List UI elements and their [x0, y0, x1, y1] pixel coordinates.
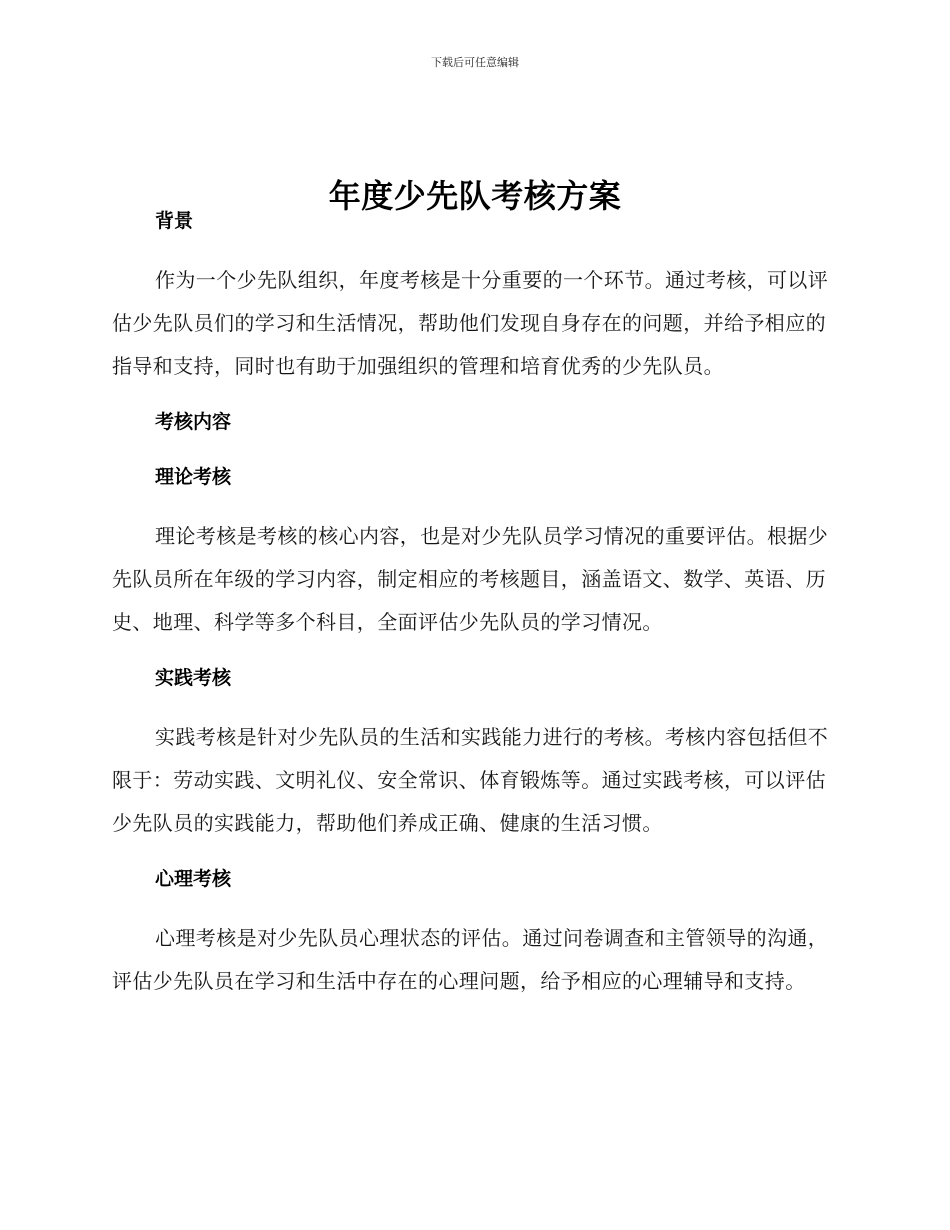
header-note: 下载后可任意编辑: [431, 56, 519, 69]
document-body: [112, 204, 838, 1003]
spacer: [112, 695, 838, 716]
paragraph-practice: 实践考核是针对少先队员的生活和实践能力进行的考核。考核内容包括但不限于：劳动实践、文明礼仪、安全常识、体育锻炼等。通过实践考核，可以评估少先队员的实践能力，帮助他们养成正确、健康的生活习惯。: [112, 725, 829, 835]
spacer: [112, 644, 838, 661]
section-heading-psychology: 心理考核: [155, 868, 232, 890]
section-heading-practice: 实践考核: [155, 667, 232, 689]
spacer: [112, 494, 838, 515]
spacer: [112, 388, 838, 405]
spacer: [112, 896, 838, 917]
section-heading-theory: 理论考核: [155, 466, 232, 488]
paragraph-psychology: 心理考核是对少先队员心理状态的评估。通过问卷调查和主管领导的沟通，评估少先队员在学习和生活中存在的心理问题，给予相应的心理辅导和支持。: [112, 926, 829, 993]
spacer: [112, 439, 838, 460]
spacer: [112, 238, 838, 259]
document-title: 年度少先队考核方案: [328, 177, 622, 216]
paragraph-background: 作为一个少先队组织，年度考核是十分重要的一个环节。通过考核，可以评估少先队员们的学习和生活情况，帮助他们发现自身存在的问题，并给予相应的指导和支持，同时也有助于加强组织的管理和培育优秀的少先队员。: [112, 268, 829, 378]
paragraph-theory: 理论考核是考核的核心内容，也是对少先队员学习情况的重要评估。根据少先队员所在年级的学习内容，制定相应的考核题目，涵盖语文、数学、英语、历史、地理、科学等多个科目，全面评估少先队员的学习情况。: [112, 524, 829, 634]
section-heading-content: 考核内容: [155, 411, 232, 433]
section-heading-background: 背景: [155, 210, 194, 232]
spacer: [112, 845, 838, 862]
